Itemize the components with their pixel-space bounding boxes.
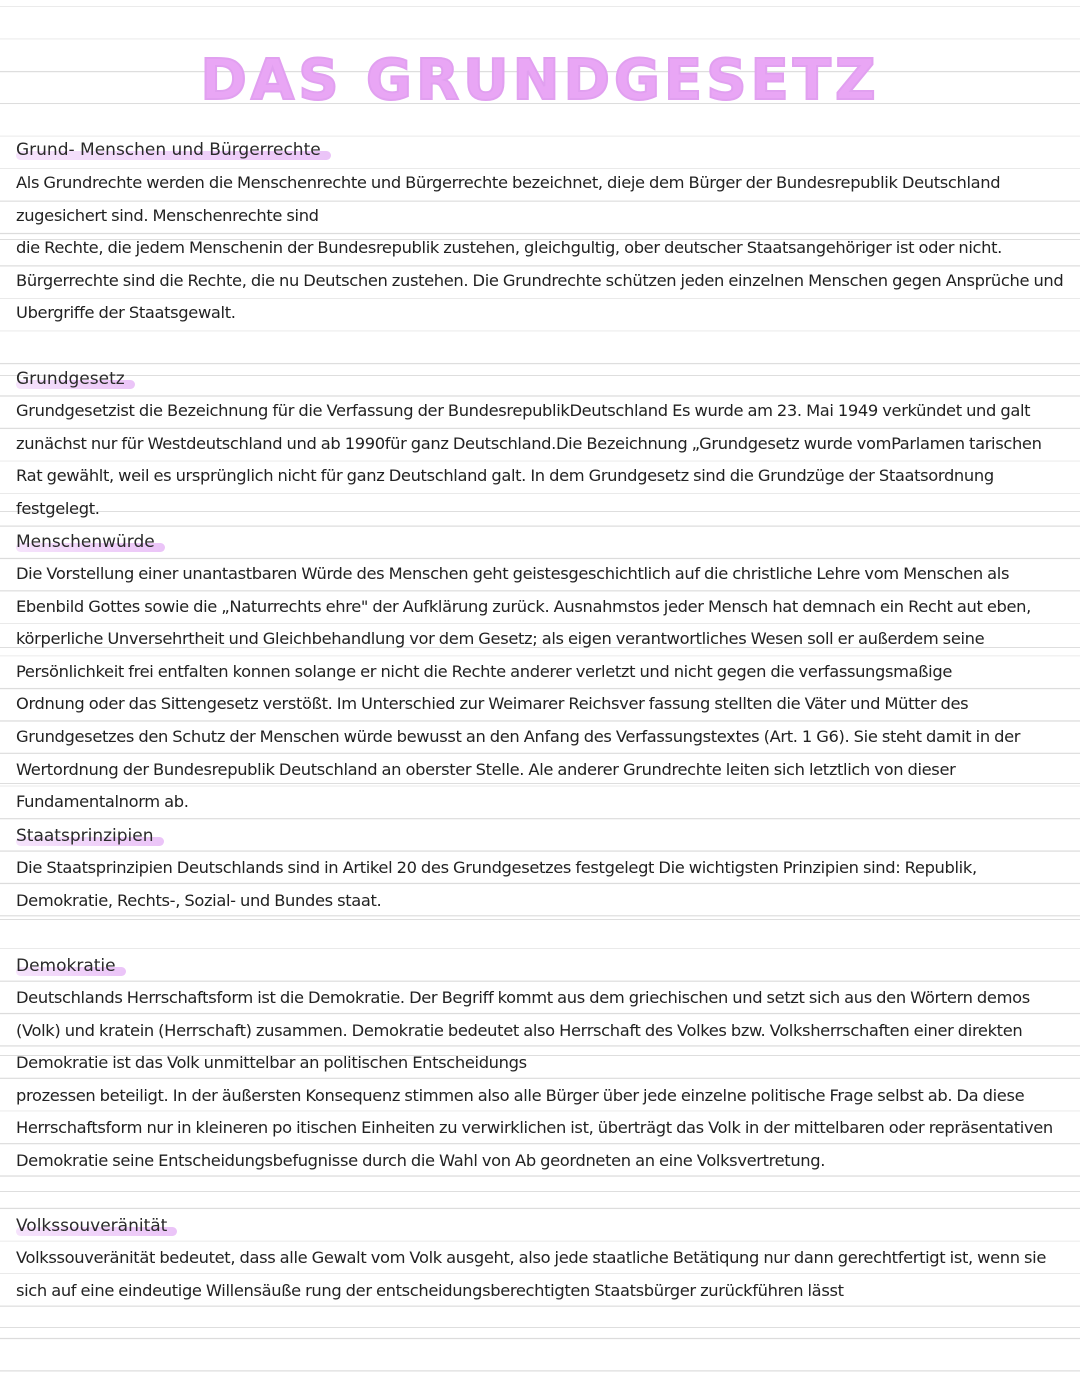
section-heading: Grundgesetz bbox=[16, 365, 131, 393]
section-paragraph: Ordnung oder das Sittengesetz verstößt. Im Unterschied zur Weimarer Reichsver fassung stellten die Väter und Mütter des Grundgesetzes den Schutz der Menschen würde bewusst an den Anfang des Verfassungstextes (Art. 1 G6). Sie steht damit in der Wertordnung der Bundesrepublik Deutschland an oberster Stelle. Ale anderer Grundrechte leiten sich letztlich von dieser Fundamentalnorm ab. bbox=[16, 694, 1021, 812]
section-menschenwuerde bbox=[16, 528, 1064, 819]
section-paragraph: die Rechte, die jedem Menschenin der Bundesrepublik zustehen, gleichgultig, ober deutscher Staatsangehöriger ist oder nicht. Bürgerrechte sind die Rechte, die nu Deutschen zustehen. Die Grundrechte schützen jeden einzelnen Menschen gegen Ansprüche und Ubergriffe der Staatsgewalt. bbox=[16, 238, 1064, 323]
section-volkssouveraenitaet bbox=[16, 1212, 1064, 1307]
section-grundrechte bbox=[16, 136, 1064, 330]
section-paragraph: Die Staatsprinzipien Deutschlands sind in Artikel 20 des Grundgesetzes festgelegt Die wichtigsten Prinzipien sind: Republik, Demokratie, Rechts-, Sozial- und Bundes staat. bbox=[16, 858, 977, 910]
section-paragraph: Deutschlands Herrschaftsform ist die Demokratie. Der Begriff kommt aus dem griechischen und setzt sich aus den Wörtern demos (Volk) und kratein (Herrschaft) zusammen. Demokratie bedeutet also Herrschaft des Volkes bzw. Volksherrschaften einer direkten Demokratie ist das Volk unmittelbar an politischen Entscheidungs bbox=[16, 988, 1030, 1073]
section-heading: Demokratie bbox=[16, 952, 122, 980]
section-paragraph: Die Vorstellung einer unantastbaren Würde des Menschen geht geistesgeschichtlich auf die christliche Lehre vom Menschen als Ebenbild Gottes sowie die „Naturrechts ehre" der Aufklärung zurück. Ausnahmstos jeder Mensch hat demnach ein Recht aut eben, körperliche Unversehrtheit und Gleichbehandlung vor dem Gesetz; als eigen verantwortliches Wesen soll er außerdem seine Persönlichkeit frei entfalten konnen solange er nicht die Rechte anderer verletzt und nicht gegen die verfassungsmaßige bbox=[16, 564, 1031, 681]
section-heading: Grund- Menschen und Bürgerrechte bbox=[16, 136, 327, 164]
section-heading: Staatsprinzipien bbox=[16, 822, 160, 850]
section-paragraph: Als Grundrechte werden die Menschenrechte und Bürgerrechte bezeichnet, dieje dem Bürger der Bundesrepublik Deutschland zugesichert sind. Menschenrechte sind bbox=[16, 173, 1001, 225]
section-paragraph: Volkssouveränität bedeutet, dass alle Gewalt vom Volk ausgeht, also jede staatliche Betätiqung nur dann gerechtfertigt ist, wenn sie sich auf eine eindeutige Willensäuße rung der entscheidungsberechtigten Staatsbürger zurückführen lässt bbox=[16, 1248, 1047, 1300]
section-demokratie bbox=[16, 952, 1064, 1178]
section-paragraph: Grundgesetzist die Bezeichnung für die Verfassung der BundesrepublikDeutschland Es wurde am 23. Mai 1949 verkündet und galt zunächst nur für Westdeutschland und ab 1990für ganz Deutschland.Die Bezeichnung „Grundgesetz wurde vomParlamen tarischen Rat gewählt, weil es ursprünglich nicht für ganz Deutschland galt. In dem Grundgesetz sind die Grundzüge der Staatsordnung festgelegt. bbox=[16, 401, 1042, 518]
section-staatsprinzipien bbox=[16, 822, 1064, 917]
section-heading: Menschenwürde bbox=[16, 528, 161, 556]
section-grundgesetz bbox=[16, 365, 1064, 525]
section-paragraph: prozessen beteiligt. In der äußersten Konsequenz stimmen also alle Bürger über jede einzelne politische Frage selbst ab. Da diese Herrschaftsform nur in kleineren po itischen Einheiten zu verwirklichen ist, überträgt das Volk in der mittelbaren oder repräsentativen Demokratie seine Entscheidungsbefugnisse durch die Wahl von Ab geordneten an eine Volksvertretung. bbox=[16, 1085, 1053, 1170]
page-title: DAS GRUNDGESETZ bbox=[200, 48, 880, 113]
section-heading: Volkssouveränität bbox=[16, 1212, 173, 1240]
